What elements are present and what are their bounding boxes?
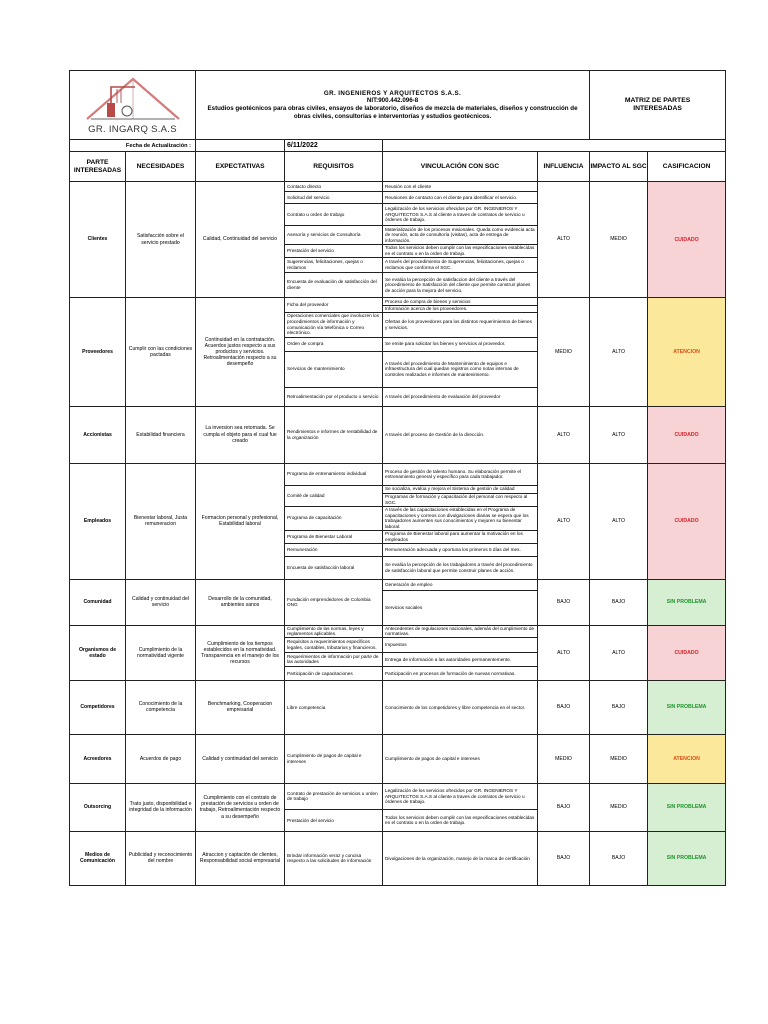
expectativas-cell: Calidad, Continuidad del servicio [196,182,285,298]
influencia-cell: MEDIO [538,734,590,783]
vinculacion-cell: Reuniones de contacto con el cliente para identificar el servicio. [383,192,538,204]
clasificacion-badge: CUIDADO [648,182,726,298]
requisito-cell: Retroalimentación por el producto o servicio [285,387,383,406]
vinculacion-cell: Materialización de los procesos misionales. Queda como evidencia acta de reunión, acta de consultoría (visitas), acta de entrega de información. [383,226,538,245]
requisito-cell: Prestación del servicio [285,245,383,258]
company-info [196,71,590,140]
column-header: CASIFICACION [648,152,726,182]
vinculacion-cell: Participación en procesos de formación de nuevas normativas. [383,666,538,680]
vinculacion-cell: Todos los servicios deben cumplir con las especificaciones establecidas en el contrato o en la orden de trabajo. [383,245,538,258]
document-title [590,71,726,140]
vinculacion-cell: A través del procedimiento de Sugerencias, felicitaciones, quejas o reclamos que conforma el SGC. [383,258,538,273]
impacto-cell: MEDIO [590,783,648,831]
vinculacion-cell: Proceso de gestión de talento humano. Su elaboración permite el entrenamiento general y específico para cada trabajador. [383,463,538,485]
stakeholder-name: Accionistas [70,406,126,463]
influencia-cell: BAJO [538,783,590,831]
requisito-cell: Contrato de prestación de servicios u orden de trabajo [285,783,383,809]
stakeholder-name: Competidores [70,680,126,734]
matrix-row [70,783,726,809]
vinculacion-cell: A través del procedimiento de evaluación del proveedor [383,387,538,406]
expectativas-cell: Calidad y continuidad del servicio [196,734,285,783]
necesidades-cell: Satisfacción sobre el servicio prestado [126,182,196,298]
stakeholder-name: Clientes [70,182,126,298]
expectativas-cell: Desarrollo de la comunidad, ambientes sanos [196,579,285,625]
vinculacion-cell: Programa de Bienestar laboral para aumentar la motivación en los empleados [383,530,538,543]
expectativas-cell: Cumplimiento con el contrato de prestación de servicios u orden de trabajo, Retroalimentación respecto a su desempeño [196,783,285,831]
clasificacion-badge: SIN PROBLEMA [648,831,726,885]
matrix-row [70,579,726,590]
expectativas-cell: Benchmarking, Cooperacion empresarial [196,680,285,734]
vinculacion-cell: Servicios sociales [383,590,538,625]
impacto-cell: BAJO [590,680,648,734]
vinculacion-cell: A través del proceso de Gestión de la dirección. [383,406,538,463]
requisito-cell: Requisitos a requerimientos específicos legales, contables, tributarios y financieros. [285,637,383,652]
necesidades-cell: Conocimiento de la competencia [126,680,196,734]
crane-logo-icon [73,73,193,123]
vinculacion-cell: Se evalúa la percepción de los trabajadores a través del procedimiento de satisfacción laboral que permite construir planes de acción. [383,556,538,579]
requisito-cell: Asesoría y servicios de Consultoría [285,226,383,245]
doc-title-line-1: MATRIZ DE PARTES [624,96,691,104]
vinculacion-cell: Legalización de los servicios ofrecidos por GR. INGENIEROS Y ARQUITECTOS S.A.S al cliente a traves de contratos de servicio u órdenes de trabajo. [383,204,538,226]
matrix-row [70,680,726,734]
stakeholder-name: Empleados [70,463,126,579]
clasificacion-badge: SIN PROBLEMA [648,680,726,734]
necesidades-cell: Publicidad y reconocimiento del nombre [126,831,196,885]
requisito-cell: Libre competencia [285,680,383,734]
column-header: EXPECTATIVAS [196,152,285,182]
requisito-cell: Sugerencias, felicitaciones, quejas o reclamos [285,258,383,273]
vinculacion-cell: Ofertas de los proveedores para los distintos requerimientos de bienes y servicios. [383,312,538,337]
requisito-cell: Servicios de mantenimiento [285,351,383,387]
column-header: VINCULACIÓN CON SGC [383,152,538,182]
necesidades-cell: Trato justo, disponibilidad e integridad de la información [126,783,196,831]
vinculacion-cell: Todos los servicios deben cumplir con las especificaciones establecidas en el contrato o en la orden de trabajo. [383,809,538,831]
vinculacion-cell: Se emite para solicitar los bienes y servicios al proveedor. [383,337,538,351]
clasificacion-badge: ATENCION [648,298,726,407]
column-header: REQUISITOS [285,152,383,182]
influencia-cell: MEDIO [538,298,590,407]
vinculacion-cell: Cumplimiento de pagos de capital e intereses [383,734,538,783]
vinculacion-cell: Se socializa, evalúa y mejora el Sistema de gestión de calidad [383,485,538,493]
influencia-cell: ALTO [538,182,590,298]
vinculacion-cell: Proceso de compra de bienes y servicios [383,298,538,306]
matrix-row [70,831,726,885]
requisito-cell: Orden de compra [285,337,383,351]
influencia-cell: BAJO [538,579,590,625]
clasificacion-badge: SIN PROBLEMA [648,783,726,831]
requisito-cell: Programa de entrenamiento individual [285,463,383,485]
requisito-cell: Contacto directo [285,182,383,192]
company-description: Estudios geotécnicos para obras civiles, ensayos de laboratorio, diseños de mezcla de materiales, diseños y construcción de obras civiles, consultorías e interventorías y estudios geotécnicos. [207,105,578,120]
requisito-cell: Encuesta de evaluación de satisfacción del cliente [285,273,383,298]
vinculacion-cell: Información acerca de los proveedores. [383,306,538,313]
clasificacion-badge: SIN PROBLEMA [648,579,726,625]
requisito-cell: Programa de Bienestar Laboral [285,530,383,543]
vinculacion-cell: A través del procedimiento de Mantenimiento de equipos e infraestructura del cual quedan registros como notas internas de controles realizados e informes de mantenimiento. [383,351,538,387]
vinculacion-cell: A través de las capacitaciones establecidas en el Programa de capacitaciones y correos con divulgaciones diarias se espera que los trabajadores aumenten sus conocimientos y mejoren su bienestar laboral. [383,506,538,530]
requisito-cell: Programa de capacitación [285,506,383,530]
influencia-cell: BAJO [538,680,590,734]
requisito-cell: Remuneración [285,543,383,556]
logo-cell [70,71,196,140]
matrix-row [70,734,726,783]
influencia-cell: ALTO [538,463,590,579]
requisito-cell: Cumplimiento de pagos de capital e intereses [285,734,383,783]
column-header: PARTE INTERESADAS [70,152,126,182]
requisito-cell: Fundación emprendedores de Colombia ONG [285,579,383,625]
requisito-cell: Prestación del servicio [285,809,383,831]
vinculacion-cell: Programas de formación y capacitación del personal con respecto al SGC. [383,493,538,506]
stakeholder-name: Comunidad [70,579,126,625]
stakeholder-name: Medios de Comunicación [70,831,126,885]
vinculacion-cell: Impuestos [383,637,538,652]
vinculacion-cell: Conocimiento de los competidores y libre competencia en el sector. [383,680,538,734]
requisito-cell: Contrato u orden de trabajo [285,204,383,226]
fecha-label: Fecha de Actualización : [70,140,196,152]
requisito-cell: Comité de calidad [285,485,383,506]
vinculacion-cell: Antecedentes de regulaciones nacionales, además del cumplimiento de normativas. [383,625,538,637]
logo-text: GR. INGARQ S.A.S [88,124,177,135]
influencia-cell: ALTO [538,406,590,463]
requisito-cell: Rendimientos e informes de rentabilidad de la organización [285,406,383,463]
stakeholder-matrix-table [69,70,726,886]
vinculacion-cell: Divulgaciones de la organización, manejo de la marca de certificación [383,831,538,885]
necesidades-cell: Acuerdos de pago [126,734,196,783]
vinculacion-cell: Reunión con el cliente [383,182,538,192]
vinculacion-cell: Generación de empleo [383,579,538,590]
expectativas-cell: Continuidad en la contratación. Acuerdos justos respecto a sus productos y servicios. Retroalimentación respecto a su desempeño [196,298,285,407]
impacto-cell: ALTO [590,406,648,463]
matrix-row [70,463,726,485]
column-header: IMPACTO AL SGC [590,152,648,182]
column-header: INFLUENCIA [538,152,590,182]
necesidades-cell: Cumplir con las condiciones pactadas [126,298,196,407]
necesidades-cell: Calidad y continuidad del servicio [126,579,196,625]
requisito-cell: Ficha del proveedor [285,298,383,313]
fecha-value: 6/11/2022 [285,140,383,152]
expectativas-cell: Atraccion y captación de clientes, Responsabilidad social empresarial [196,831,285,885]
stakeholder-name: Organismos de estado [70,625,126,680]
matrix-row [70,182,726,192]
requisito-cell: Solicitud del servicio [285,192,383,204]
vinculacion-cell: Remuneración adecuada y oportuna los primeros 5 días del mes. [383,543,538,556]
impacto-cell: ALTO [590,298,648,407]
matrix-row [70,298,726,306]
requisito-cell: Operaciones comerciales que involucren los procedimientos de información y comunicación vía telefónica o Correo electrónico. [285,312,383,337]
clasificacion-badge: CUIDADO [648,625,726,680]
impacto-cell: BAJO [590,579,648,625]
clasificacion-badge: CUIDADO [648,463,726,579]
necesidades-cell: Cumplimiento de la normatividad vigente [126,625,196,680]
clasificacion-badge: CUIDADO [648,406,726,463]
impacto-cell: ALTO [590,463,648,579]
matrix-row [70,406,726,463]
company-name: GR. INGENIEROS Y ARQUITECTOS S.A.S. [323,89,462,97]
matrix-row [70,625,726,637]
expectativas-cell: Formacion personal y profesional, Estabilidad laboral [196,463,285,579]
impacto-cell: ALTO [590,625,648,680]
stakeholder-name: Outsorcing [70,783,126,831]
expectativas-cell: Cumplimiento de los tiempos establecidos en la normatividad. Transparencia en el manejo de los recursos [196,625,285,680]
impacto-cell: MEDIO [590,182,648,298]
influencia-cell: BAJO [538,831,590,885]
influencia-cell: ALTO [538,625,590,680]
column-header: NECESIDADES [126,152,196,182]
necesidades-cell: Bienestar laboral, Justa remuneracion [126,463,196,579]
doc-title-line-2: INTERESADAS [633,105,682,112]
company-nit: NIT:900.442.096-8 [366,97,419,105]
clasificacion-badge: ATENCION [648,734,726,783]
vinculacion-cell: Legalización de los servicios ofrecidos por GR. INGENIEROS Y ARQUITECTOS S.A.S al cliente a traves de contratos de servicio u órdenes de trabajo. [383,783,538,809]
requisito-cell: Cumplimiento de las normas, leyes y reglamentos aplicables. [285,625,383,637]
expectativas-cell: La inversion sea retornada. Se cumpla el objeto para el cual fue creado [196,406,285,463]
vinculacion-cell: Entrega de información a las autoridades permanentemente. [383,652,538,666]
necesidades-cell: Estabilidad financiera [126,406,196,463]
company-logo [73,73,193,137]
requisito-cell: Participación de capacitaciones [285,666,383,680]
impacto-cell: MEDIO [590,734,648,783]
stakeholder-name: Proveedores [70,298,126,407]
requisito-cell: Requerimientos de información por parte de las autoridades [285,652,383,666]
vinculacion-cell: Se evalúa la percepción de satisfaccion del cliente a través del procedimiento de Satisfacción del cliente que permite construir planes de acción para la mejora del servicio. [383,273,538,298]
stakeholder-name: Acreedores [70,734,126,783]
requisito-cell: Encuesta de satisfacción laboral [285,556,383,579]
requisito-cell: Brindar información veraz y concisa respecto a las solicitudes de información [285,831,383,885]
impacto-cell: BAJO [590,831,648,885]
